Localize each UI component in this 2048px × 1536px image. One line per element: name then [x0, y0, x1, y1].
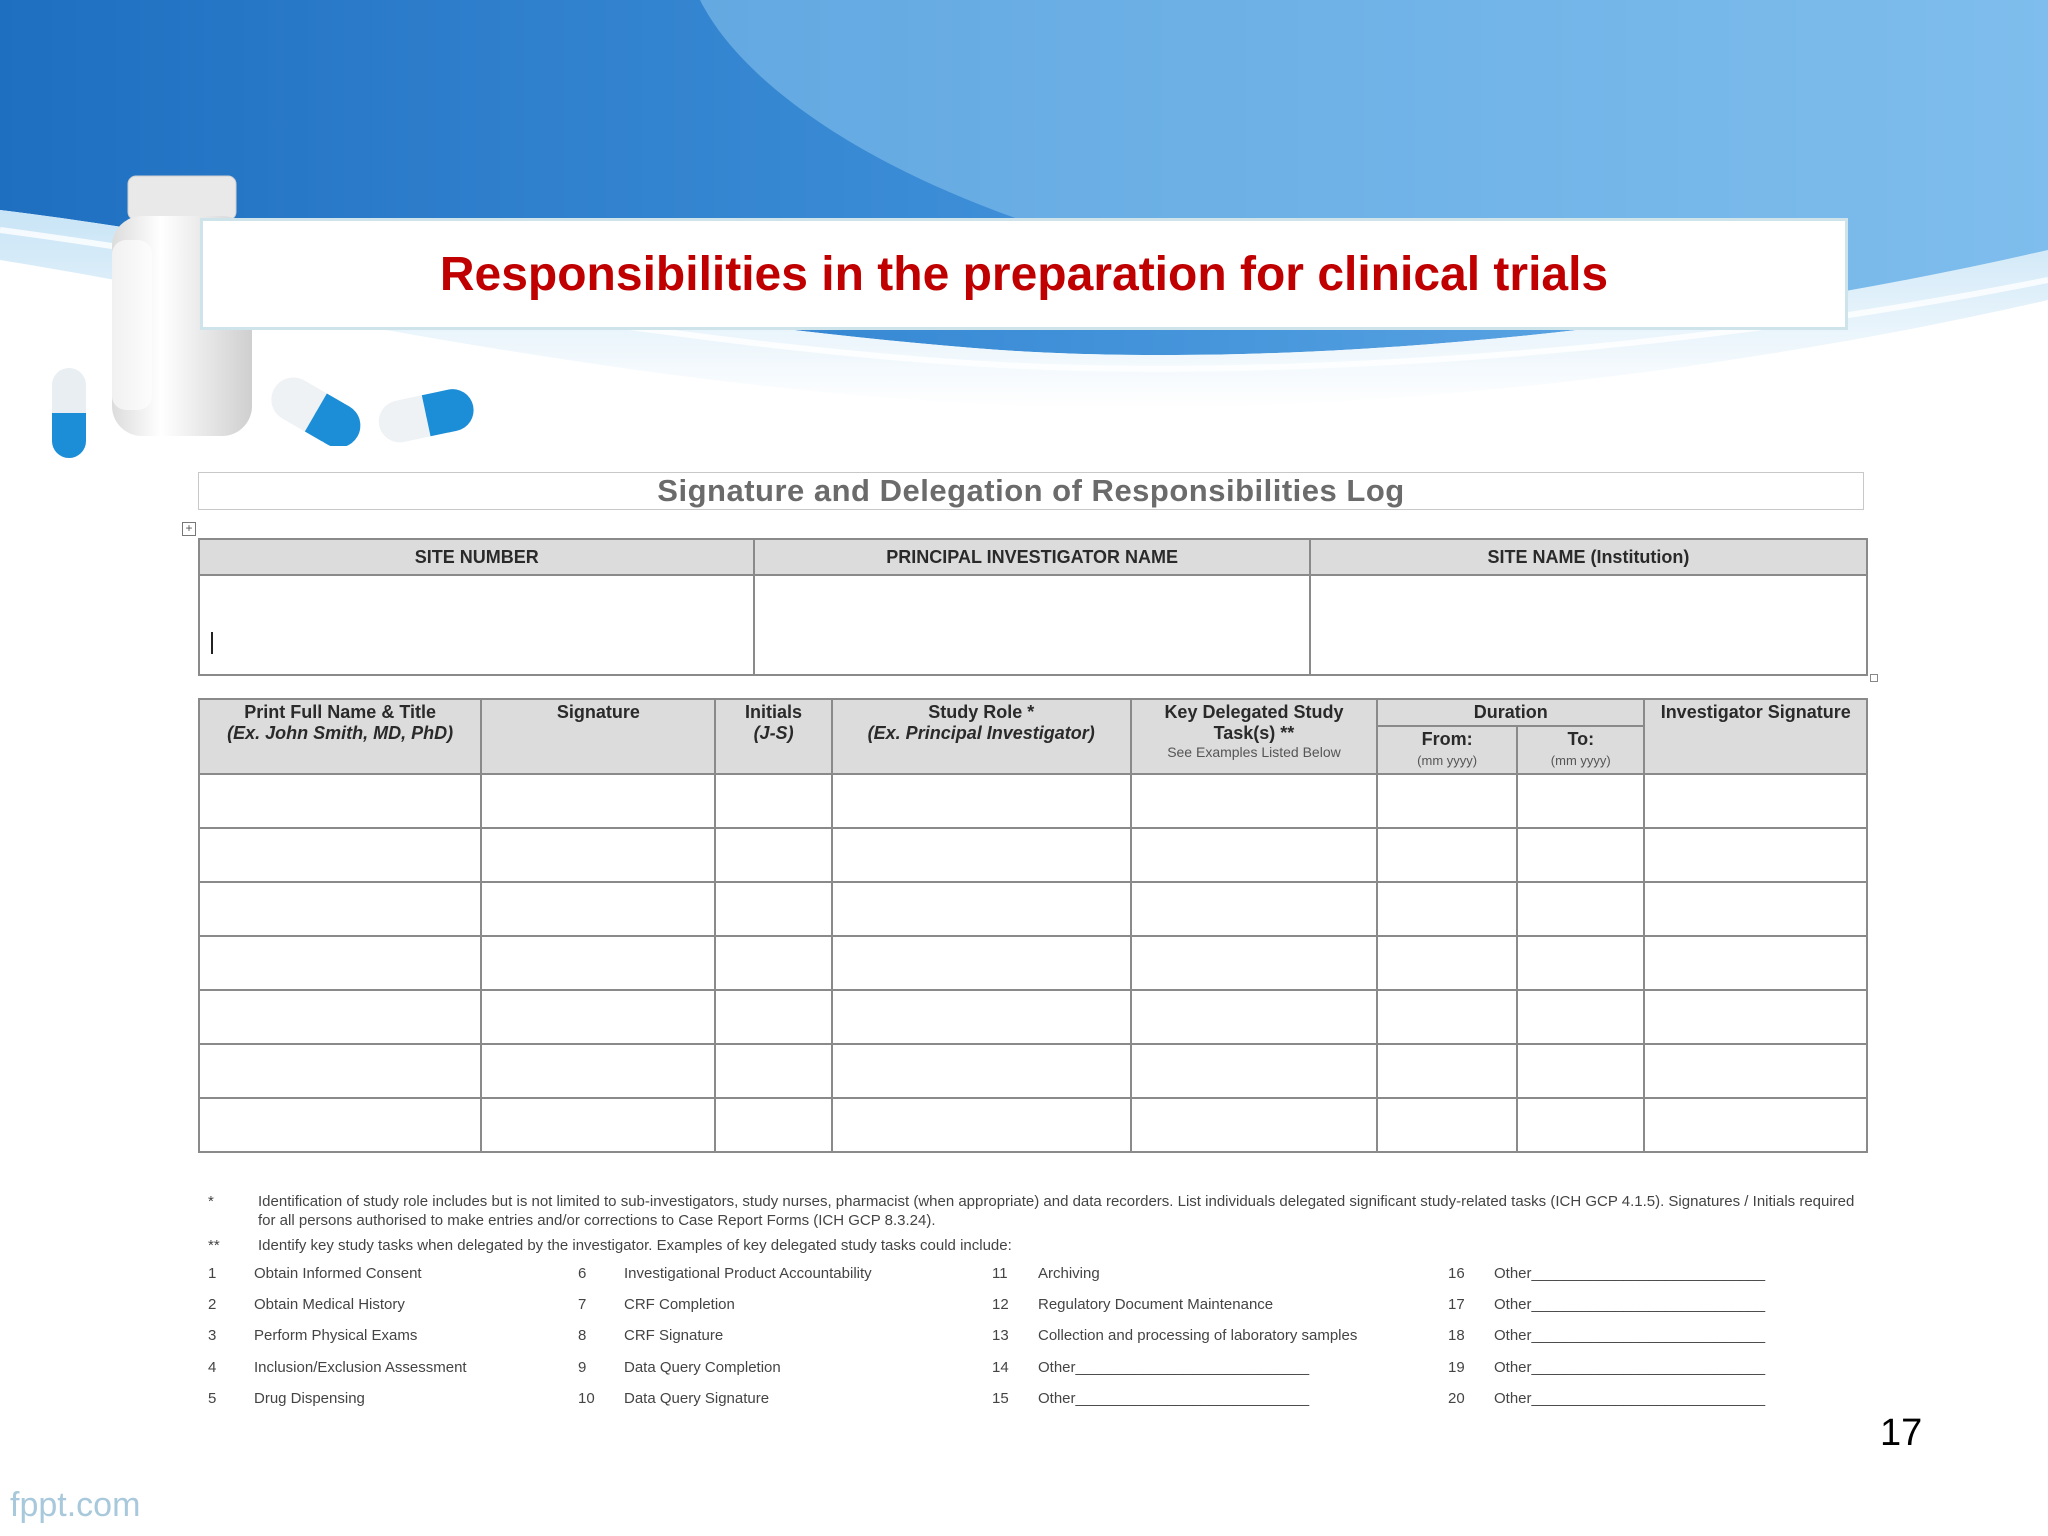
footnotes: [208, 1192, 1868, 1407]
from-date-format: (mm yyyy): [1417, 753, 1478, 768]
table-cell[interactable]: [715, 774, 831, 828]
task-item: [578, 1355, 872, 1386]
principal-investigator-header: PRINCIPAL INVESTIGATOR NAME: [754, 539, 1309, 575]
table-cell[interactable]: [715, 1098, 831, 1152]
footnote-text: Identification of study role includes but is not limited to sub-investigators, study nurses, pharmacist (when appropriate) and data recorders. List individuals delegated significant study-related tasks (ICH GCP 4.1.5). Signatures / Initials required for all persons authorised to make entries and/or corrections to Case Report Forms (ICH GCP 8.3.24).: [258, 1193, 1855, 1229]
task-label: Data Query Signature: [624, 1389, 770, 1407]
task-label: Other____________________________: [1494, 1358, 1766, 1376]
table-cell[interactable]: [1517, 990, 1644, 1044]
table-row: [199, 882, 1867, 936]
table-row: [199, 990, 1867, 1044]
table-cell[interactable]: [832, 990, 1131, 1044]
slide-title: Responsibilities in the preparation for clinical trials: [439, 247, 1609, 301]
task-label: Investigational Product Accountability: [624, 1265, 872, 1282]
table-cell[interactable]: [1517, 1044, 1644, 1098]
table-cell[interactable]: [199, 936, 481, 990]
table-cell[interactable]: [199, 882, 481, 936]
site-info-table: [198, 538, 1868, 676]
task-item: [992, 1292, 1357, 1323]
table-cell[interactable]: [1644, 990, 1867, 1044]
table-cell[interactable]: [1644, 882, 1867, 936]
watermark: fppt.com: [10, 1486, 141, 1524]
task-item: [992, 1261, 1357, 1292]
table-cell[interactable]: [832, 936, 1131, 990]
task-column: [208, 1261, 467, 1417]
table-cell[interactable]: [199, 828, 481, 882]
table-move-handle-icon[interactable]: +: [182, 522, 196, 536]
table-cell[interactable]: [715, 828, 831, 882]
task-item: [992, 1355, 1357, 1386]
text-cursor: [211, 632, 213, 654]
task-number: 3: [208, 1327, 217, 1345]
table-cell[interactable]: [832, 1044, 1131, 1098]
name-title-example: (Ex. John Smith, MD, PhD): [227, 723, 454, 743]
table-cell[interactable]: [832, 828, 1131, 882]
name-title-header: [199, 699, 481, 774]
to-date-format: (mm yyyy): [1550, 753, 1611, 768]
table-cell[interactable]: [715, 990, 831, 1044]
site-name-field[interactable]: [1310, 575, 1867, 675]
signature-header: Signature: [481, 699, 715, 774]
task-number: 1: [208, 1265, 217, 1282]
table-cell[interactable]: [1517, 882, 1644, 936]
task-number: 20: [1448, 1389, 1465, 1407]
table-cell[interactable]: [1377, 882, 1517, 936]
table-cell[interactable]: [481, 828, 715, 882]
table-cell[interactable]: [832, 774, 1131, 828]
task-number: 19: [1448, 1358, 1465, 1376]
from-date-label: From:: [1421, 729, 1473, 749]
task-column: [578, 1261, 872, 1417]
document-title: Signature and Delegation of Responsibilities Log: [198, 472, 1864, 510]
table-cell[interactable]: [481, 936, 715, 990]
task-column: [992, 1261, 1357, 1417]
task-number: 9: [578, 1358, 587, 1376]
table-cell[interactable]: [1377, 774, 1517, 828]
footnote-study-role: [208, 1192, 1868, 1230]
task-label: Other____________________________: [1038, 1389, 1310, 1407]
task-label: Drug Dispensing: [254, 1389, 365, 1407]
table-cell[interactable]: [481, 882, 715, 936]
task-item: [208, 1323, 467, 1354]
task-column: [1448, 1261, 1765, 1417]
table-cell[interactable]: [481, 1044, 715, 1098]
task-label: Obtain Informed Consent: [254, 1265, 422, 1282]
task-item: [1448, 1323, 1765, 1354]
task-item: [208, 1386, 467, 1417]
task-examples-list: [208, 1261, 1868, 1407]
table-cell[interactable]: [199, 774, 481, 828]
table-cell[interactable]: [1131, 882, 1377, 936]
task-item: [1448, 1292, 1765, 1323]
to-date-label: To:: [1567, 729, 1595, 749]
task-number: 18: [1448, 1327, 1465, 1345]
table-row: [199, 1044, 1867, 1098]
table-cell[interactable]: [1131, 1098, 1377, 1152]
table-cell[interactable]: [1644, 774, 1867, 828]
table-cell[interactable]: [1644, 936, 1867, 990]
task-item: [578, 1292, 872, 1323]
table-cell[interactable]: [1377, 936, 1517, 990]
table-cell[interactable]: [1644, 1098, 1867, 1152]
task-number: 8: [578, 1327, 587, 1345]
task-item: [1448, 1355, 1765, 1386]
site-number-field[interactable]: [199, 575, 754, 675]
delegation-log-document: [186, 446, 1878, 1462]
task-item: [578, 1386, 872, 1417]
task-label: Inclusion/Exclusion Assessment: [254, 1358, 467, 1376]
task-label: Other____________________________: [1494, 1296, 1766, 1314]
task-number: 13: [992, 1327, 1009, 1345]
footnote-text: Identify key study tasks when delegated by the investigator. Examples of key delegated study tasks could include:: [258, 1237, 1012, 1254]
task-number: 14: [992, 1358, 1009, 1376]
table-row: [199, 1098, 1867, 1152]
task-number: 15: [992, 1389, 1009, 1407]
task-label: Archiving: [1038, 1265, 1100, 1282]
table-cell[interactable]: [715, 1044, 831, 1098]
table-cell[interactable]: [1377, 1044, 1517, 1098]
task-number: 2: [208, 1296, 217, 1314]
task-item: [578, 1323, 872, 1354]
key-tasks-note: See Examples Listed Below: [1167, 744, 1341, 760]
study-role-example: (Ex. Principal Investigator): [867, 723, 1095, 743]
delegation-log-table: [198, 698, 1868, 1153]
table-row: [199, 774, 1867, 828]
table-cell[interactable]: [1644, 1044, 1867, 1098]
table-cell[interactable]: [1517, 936, 1644, 990]
task-item: [1448, 1261, 1765, 1292]
table-cell[interactable]: [1377, 1098, 1517, 1152]
log-table-body: [199, 774, 1867, 1152]
task-number: 10: [578, 1389, 595, 1407]
capsule-icon: [375, 385, 478, 446]
table-cell[interactable]: [481, 774, 715, 828]
duration-header: Duration: [1377, 699, 1644, 726]
task-item: [208, 1355, 467, 1386]
key-tasks-header: [1131, 699, 1377, 774]
task-number: 11: [992, 1265, 1008, 1282]
name-title-header-label: Print Full Name & Title: [244, 702, 436, 722]
table-cell[interactable]: [1131, 990, 1377, 1044]
initials-header: [715, 699, 831, 774]
page-number: 17: [1880, 1412, 1923, 1454]
investigator-signature-header: Investigator Signature: [1644, 699, 1867, 774]
table-cell[interactable]: [1131, 828, 1377, 882]
table-cell[interactable]: [1131, 936, 1377, 990]
task-number: 4: [208, 1358, 217, 1376]
table-cell[interactable]: [1377, 990, 1517, 1044]
task-label: Other____________________________: [1494, 1389, 1766, 1407]
table-cell[interactable]: [1517, 1098, 1644, 1152]
task-label: Collection and processing of laboratory samples: [1038, 1327, 1358, 1345]
initials-header-label: Initials: [745, 702, 803, 722]
initials-example: (J-S): [753, 723, 794, 743]
capsule-icon: [52, 368, 86, 458]
task-label: Regulatory Document Maintenance: [1038, 1296, 1274, 1314]
task-label: Other____________________________: [1038, 1358, 1310, 1376]
table-cell[interactable]: [715, 936, 831, 990]
table-cell[interactable]: [832, 882, 1131, 936]
table-cell[interactable]: [199, 990, 481, 1044]
footnote-mark: **: [208, 1237, 220, 1254]
table-cell[interactable]: [1644, 828, 1867, 882]
task-item: [1448, 1386, 1765, 1417]
task-item: [992, 1386, 1357, 1417]
capsule-icon: [263, 369, 368, 455]
task-number: 12: [992, 1296, 1009, 1314]
task-label: Perform Physical Exams: [254, 1327, 418, 1345]
table-cell[interactable]: [1517, 828, 1644, 882]
task-label: CRF Signature: [624, 1327, 724, 1345]
task-item: [992, 1323, 1357, 1354]
footnote-key-tasks: [208, 1236, 1868, 1255]
site-name-header: SITE NAME (Institution): [1310, 539, 1867, 575]
table-cell[interactable]: [1377, 828, 1517, 882]
task-label: Other____________________________: [1494, 1327, 1766, 1345]
to-date-header: [1517, 726, 1644, 774]
study-role-header-label: Study Role *: [928, 702, 1035, 722]
principal-investigator-field[interactable]: [754, 575, 1309, 675]
task-label: Obtain Medical History: [254, 1296, 405, 1314]
table-cell[interactable]: [481, 1098, 715, 1152]
table-cell[interactable]: [832, 1098, 1131, 1152]
task-number: 7: [578, 1296, 587, 1314]
study-role-header: [832, 699, 1131, 774]
table-cell[interactable]: [1517, 774, 1644, 828]
table-cell[interactable]: [481, 990, 715, 1044]
table-row: [199, 828, 1867, 882]
task-label: Other____________________________: [1494, 1265, 1766, 1282]
table-cell[interactable]: [199, 1098, 481, 1152]
task-item: [578, 1261, 872, 1292]
task-item: [208, 1292, 467, 1323]
task-label: Data Query Completion: [624, 1358, 781, 1376]
from-date-header: [1377, 726, 1517, 774]
table-row: [199, 936, 1867, 990]
task-label: CRF Completion: [624, 1296, 735, 1314]
table-cell[interactable]: [715, 882, 831, 936]
table-resize-handle-icon[interactable]: [1870, 674, 1878, 682]
task-number: 5: [208, 1389, 217, 1407]
task-number: 17: [1448, 1296, 1465, 1314]
key-tasks-header-label: Key Delegated Study Task(s) **: [1164, 702, 1344, 743]
task-number: 6: [578, 1265, 587, 1282]
table-cell[interactable]: [199, 1044, 481, 1098]
footnote-mark: *: [208, 1193, 214, 1210]
site-number-header: SITE NUMBER: [199, 539, 754, 575]
table-cell[interactable]: [1131, 1044, 1377, 1098]
table-cell[interactable]: [1131, 774, 1377, 828]
task-number: 16: [1448, 1265, 1465, 1282]
slide-title-box: [200, 218, 1848, 330]
task-item: [208, 1261, 467, 1292]
